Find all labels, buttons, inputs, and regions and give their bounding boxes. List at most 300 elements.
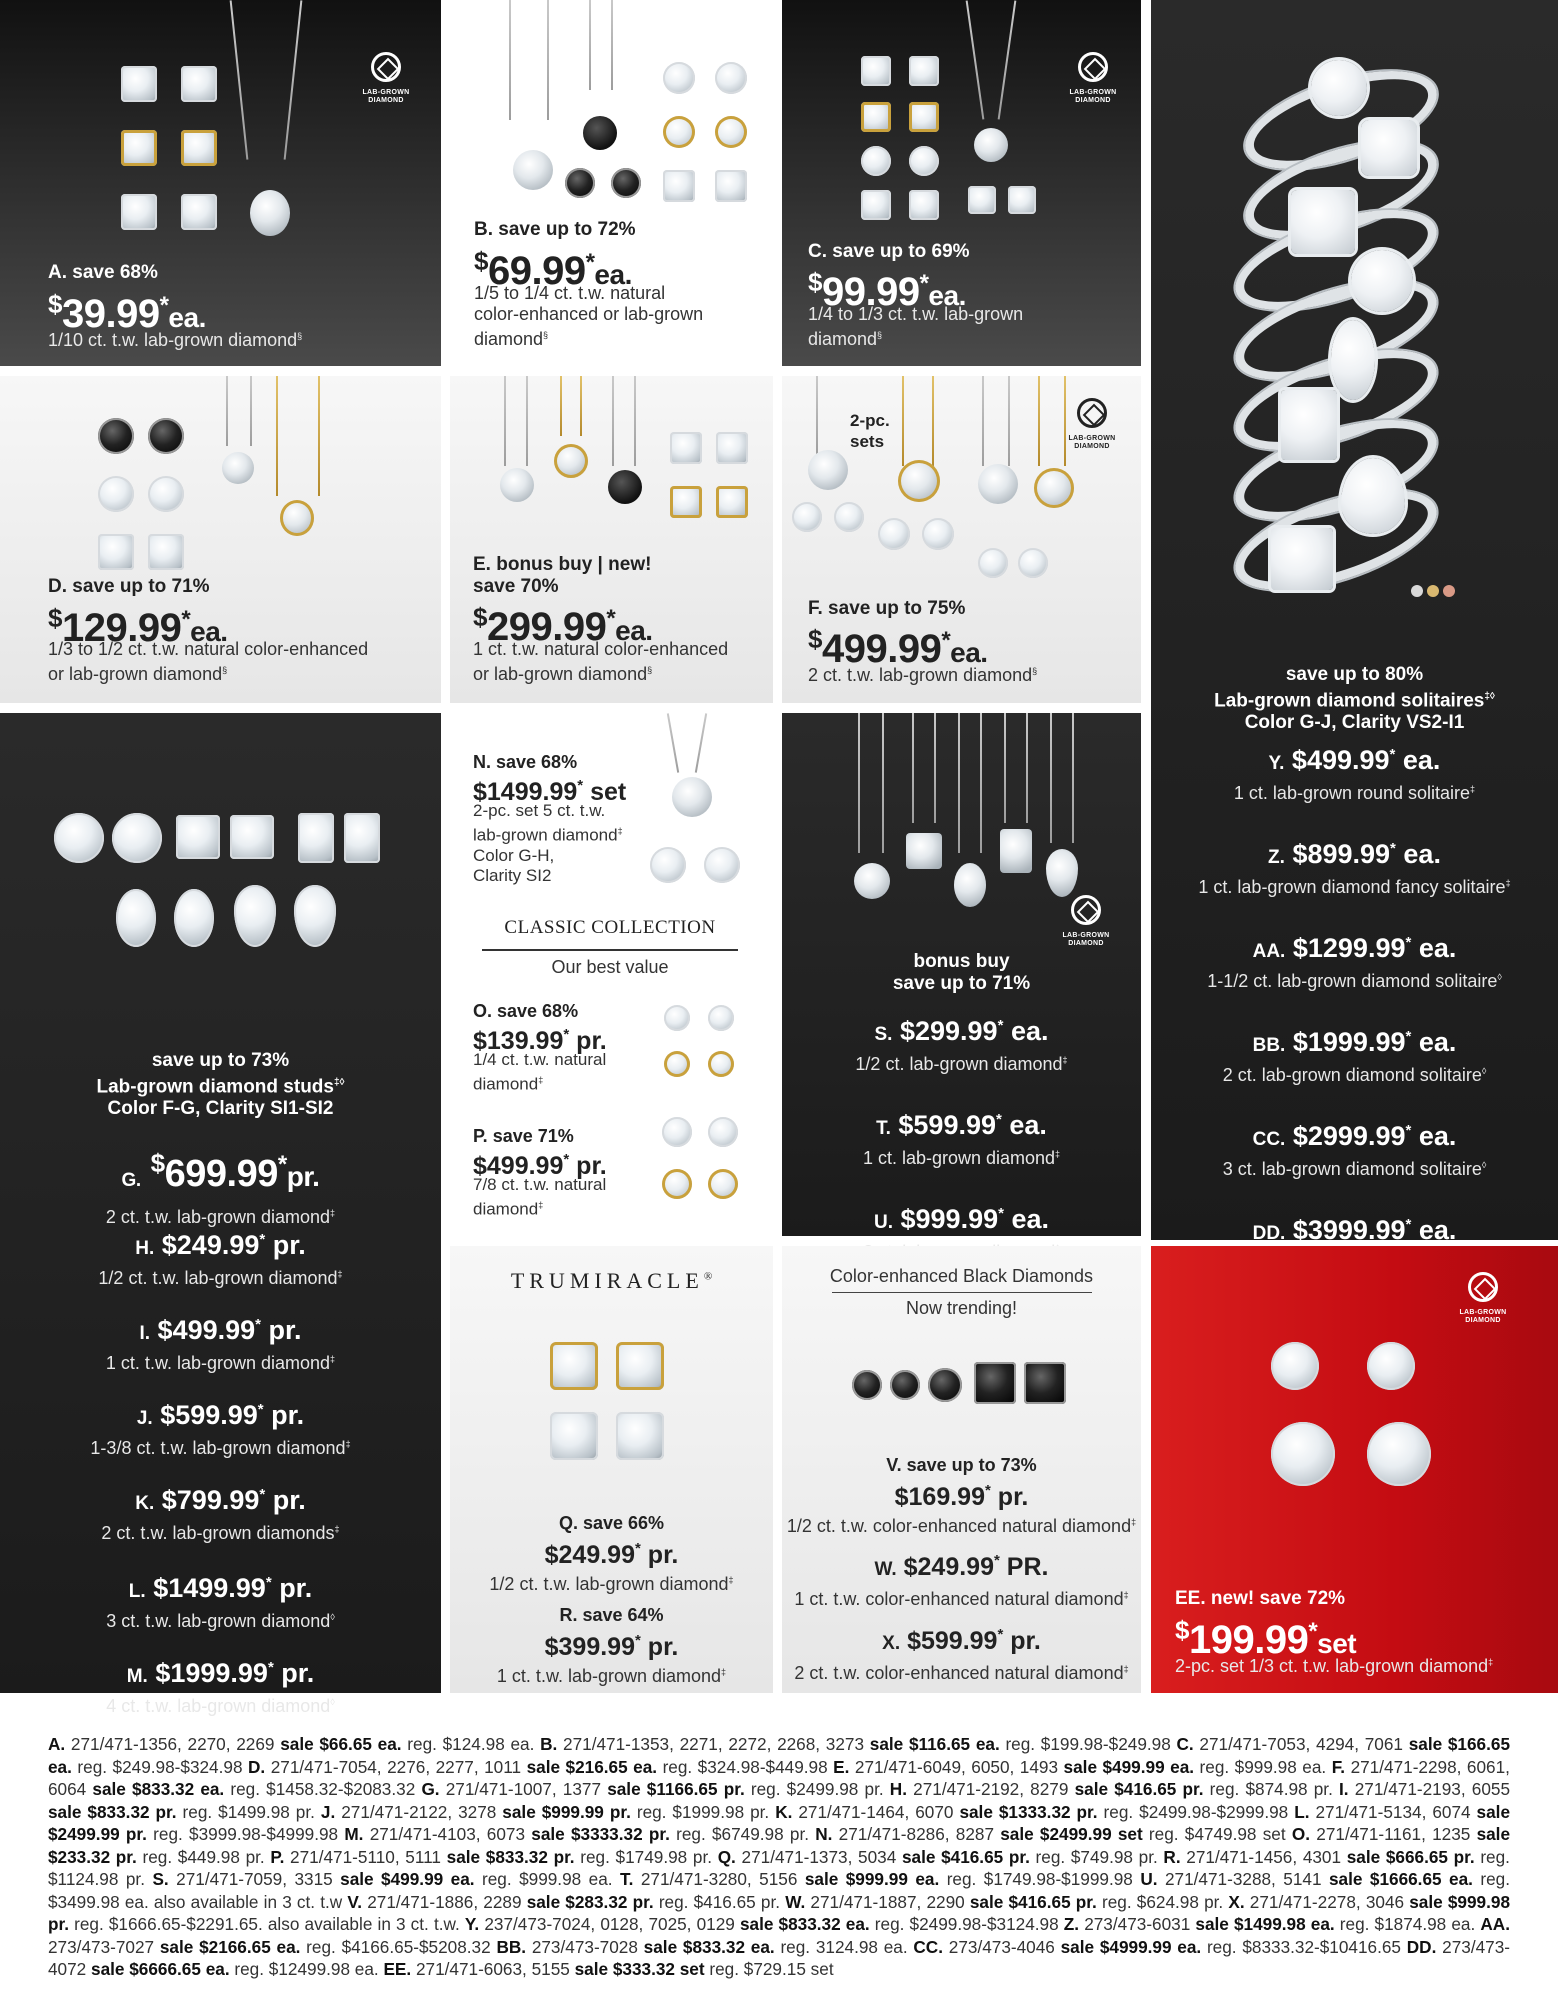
metal-color-swatches [1411,584,1459,602]
sku-sale-price: sale $2166.65 ea. [159,1936,301,1957]
stud-image [704,847,740,883]
sku-sale-price: sale $216.65 ea. [526,1756,658,1777]
sku-sale-price: sale $833.32 ea. [92,1779,225,1799]
item-price: S. $299.99* ea. [874,1016,1049,1046]
stud-image [1008,186,1036,214]
sku-id: X. [1228,1891,1250,1912]
offer-label: P. save 71% [473,1126,574,1146]
black-stud-image [565,168,595,198]
pendant-image [222,452,254,484]
sku-sale-price: sale $333.32 set [574,1959,705,1979]
offer-description: 1/4 ct. t.w. natural diamond‡ [473,1050,607,1094]
price-item [0,1310,441,1374]
sku-numbers: 271/471-7053, 4294, 7061 [1199,1734,1409,1754]
sku-id: H. [889,1779,914,1799]
sku-regular-price: reg. $729.15 set [704,1959,834,1979]
sku-numbers: 271/471-1161, 1235 [1316,1824,1477,1844]
offer-price: $39.99*ea. [48,289,206,336]
necklace-chain-image [1050,713,1052,843]
section-heading: save up to 80% Lab-grown diamond solitaires‡◊ Color G-J, Clarity VS2-I1 [1214,664,1495,734]
lab-grown-diamond-icon [1071,895,1101,925]
ring-stack-image [1231,40,1471,600]
necklace-chain-image [982,376,984,466]
sku-numbers: 271/471-2193, 6055 [1354,1779,1511,1799]
price-item [1151,1022,1558,1086]
silver-swatch [1411,585,1423,597]
stud-image [834,502,864,532]
necklace-chain-image [816,376,818,456]
sku-id: V. [347,1891,368,1912]
pendant-image [250,190,290,236]
price-item [1151,928,1558,992]
offer-description: 1 ct. t.w. natural color-enhanced or lab-grown diamond§ [473,639,729,684]
sku-sale-price: sale $166.65 ea. [48,1734,1511,1777]
necklace-chain-image [509,0,511,120]
sets-label: 2-pc. sets [850,411,890,451]
sku-sale-price: sale $1666.65 ea. [1328,1869,1473,1889]
necklace-chain-image [1008,376,1010,466]
sku-sale-price: sale $2499.99 set [1000,1824,1143,1844]
item-description: 4 ct. t.w. lab-grown diamond◊ [106,1696,335,1716]
item-price: AA. $1299.99* ea. [1252,933,1457,963]
sku-sale-price: sale $283.32 pr. [526,1891,654,1912]
necklace-chain-image [998,0,1017,119]
item-description: 3 ct. t.w. lab-grown diamond◊ [106,1611,335,1631]
sku-id: K. [775,1801,799,1822]
necklace-chain-image [547,0,549,120]
gold-chain-image [318,376,320,496]
offer-description: 1/3 to 1/2 ct. t.w. natural color-enhanced or lab-grown diamond§ [48,639,369,684]
item-price: H. $249.99* pr. [135,1230,306,1260]
pendant-image [280,500,314,536]
sku-numbers: 271/471-1464, 6070 [798,1801,960,1822]
sku-regular-price: reg. $249.98-$324.98 [71,1756,249,1777]
lab-grown-diamond-logo [358,52,414,105]
necklace-chain-image [612,376,614,466]
offer-price: $1499.99* set [473,777,627,806]
offer-description: 1/4 to 1/3 ct. t.w. lab-grown diamond§ [808,304,1024,349]
collection-title: Color-enhanced Black Diamonds [829,1266,1094,1286]
offer-price: $129.99*ea. [48,603,228,650]
item-description: 1/2 ct. lab-grown diamond‡ [855,1054,1068,1074]
earring-set-image [857,54,957,230]
offer-price: $99.99*ea. [808,267,966,314]
price-item [1151,740,1558,804]
necklace-chain-image [882,713,884,853]
price-item [0,1480,441,1544]
sku-regular-price: reg. $999.98 ea. [474,1869,620,1889]
panel-bonus[interactable] [782,713,1141,1236]
necklace-chain-image [1072,713,1074,843]
pendant-image [978,464,1018,504]
panel-trumiracle[interactable] [450,1246,773,1693]
sku-regular-price: reg. 3124.98 ea. [774,1936,914,1957]
necklace-chain-image [526,376,528,466]
panel-e[interactable] [450,376,773,703]
sku-numbers: 271/471-6063, 5155 [415,1959,575,1979]
necklace-chain-image [226,376,228,446]
earring-set-image [664,1005,754,1085]
lab-grown-diamond-icon [1077,398,1107,428]
sku-id: B. [540,1734,564,1754]
sku-sale-price: sale $833.32 pr. [48,1801,177,1822]
sku-sale-price: sale $1499.98 ea. [1195,1914,1335,1934]
item-description: 1-1/2 ct. lab-grown diamond solitaire◊ [1207,971,1502,991]
offer-price: $69.99*ea. [474,246,632,293]
section-heading: save up to 73% Lab-grown diamond studs‡◊ Color F-G, Clarity SI1-SI2 [96,1050,345,1120]
collection-subtitle: Now trending! [905,1298,1018,1318]
sku-numbers: 271/471-2278, 3046 [1249,1891,1410,1912]
lab-grown-diamond-icon [1468,1272,1498,1302]
sku-regular-price: reg. $3999.98-$4999.98 [146,1824,345,1844]
item-price: T. $599.99* ea. [876,1110,1047,1140]
collection-divider [482,949,738,951]
sku-id: Z. [1063,1914,1085,1934]
sku-id: Q. [717,1846,742,1867]
offer-v: V. save up to 73% $169.99* pr. 1/2 ct. t.w. color-enhanced natural diamond‡ [786,1455,1137,1536]
sku-id: AA. [1480,1914,1510,1934]
lab-grown-diamond-logo [1058,895,1114,948]
offer-description: 2-pc. set 1/3 ct. t.w. lab-grown diamond‡ [1175,1656,1494,1676]
sku-id: CC. [913,1936,949,1957]
pendant-image [974,128,1008,162]
sku-id: P. [270,1846,291,1867]
sku-regular-price: reg. $2499.98 pr. [744,1779,890,1799]
pendant-image [513,150,553,190]
necklace-chain-image [858,713,860,853]
panel-f[interactable] [782,376,1141,703]
panel-ee[interactable] [1151,1246,1558,1693]
sku-regular-price: reg. $1666.65-$2291.65. also available in 3 ct. t.w. [69,1914,465,1934]
sku-numbers: 271/471-2192, 8279 [913,1779,1075,1799]
black-pendant-image [608,470,642,504]
pendant-image [954,863,986,907]
panel-classic[interactable] [450,713,773,1236]
pendant-image [554,444,588,478]
price-item [0,1225,441,1289]
gold-chain-image [276,376,278,496]
collection-title: CLASSIC COLLECTION [504,917,716,938]
item-price: M. $1999.99* pr. [126,1658,315,1688]
sku-numbers: 271/471-1373, 5034 [741,1846,902,1867]
stud-image [978,548,1008,578]
offer-description: 2-pc. set 5 ct. t.w. lab-grown diamond‡ Color G-H, Clarity SI2 [473,801,623,885]
sku-numbers: 273/473-6031 [1084,1914,1196,1934]
item-price: DD. $3999.99* ea. [1252,1215,1457,1245]
sku-regular-price: reg. $4749.98 set [1142,1824,1292,1844]
stud-image [968,186,996,214]
offer-label: C. save up to 69% [808,241,970,262]
offer-label: EE. new! save 72% [1175,1588,1346,1609]
sku-sale-price: sale $416.65 pr. [901,1846,1030,1867]
offer-description: 1/5 to 1/4 ct. t.w. natural color-enhanced or lab-grown diamond§ [474,283,704,349]
sku-numbers: 271/471-3288, 5141 [1164,1869,1329,1889]
offer-w: W. $249.99* PR. 1 ct. t.w. color-enhanced natural diamond‡ [794,1552,1129,1609]
sku-numbers: 273/473-4046 [948,1936,1061,1957]
sku-sale-price: sale $999.99 ea. [804,1869,940,1889]
offer-x: X. $599.99* pr. 2 ct. t.w. color-enhanced natural diamond‡ [794,1626,1129,1683]
necklace-chain-image [1004,713,1006,823]
gold-chain-image [1064,376,1066,466]
offer-description: 2 ct. t.w. lab-grown diamond§ [808,665,1038,685]
sku-numbers: 271/471-5134, 6074 [1315,1801,1477,1822]
black-earring-set-image [852,1358,1072,1418]
offer-label: E. bonus buy | new! save 70% [473,554,652,597]
sku-sale-price: sale $6666.65 ea. [91,1959,230,1979]
black-pendant-image [583,116,617,150]
sku-regular-price: reg. $999.98 ea. [1194,1756,1332,1777]
panel-studs[interactable] [0,713,441,1716]
necklace-chain-image [611,0,613,90]
offer-label: N. save 68% [473,752,578,772]
gold-swatch [1427,585,1439,597]
sku-sale-price: sale $999.99 pr. [502,1801,631,1822]
offer-description: 7/8 ct. t.w. natural diamond‡ [473,1175,607,1219]
sku-sale-price: sale $3333.32 pr. [531,1824,670,1844]
sku-numbers: 271/471-2122, 3278 [341,1801,503,1822]
necklace-chain-image [966,0,985,119]
offer-price: $499.99* pr. [473,1151,607,1180]
sku-id: BB. [496,1936,532,1957]
price-item [1151,834,1558,898]
necklace-chain-image [667,713,679,772]
brand-logo: TRUMIRACLE® [510,1268,713,1293]
pendant-image [906,833,942,869]
sku-sale-price: sale $2499.99 pr. [48,1801,1510,1844]
sku-sale-price: sale $833.32 ea. [739,1914,870,1934]
sku-regular-price: reg. $1749.98 pr. [574,1846,718,1867]
offer-price: $499.99*ea. [808,624,988,671]
gold-chain-image [580,376,582,436]
sku-regular-price: reg. $1749.98-$1999.98 [939,1869,1141,1889]
sku-id: D. [248,1756,271,1777]
lab-grown-diamond-icon [371,52,401,82]
sku-regular-price: reg. $416.65 pr. [653,1891,786,1912]
sku-regular-price: reg. $2499.98-$2999.98 [1097,1801,1295,1822]
sku-id: R. [1163,1846,1187,1867]
sku-sale-price: sale $1166.65 pr. [607,1779,745,1799]
stud-image [650,847,686,883]
stud-image [792,502,822,532]
section-heading: bonus buy save up to 71% [892,951,1031,994]
offer-label: F. save up to 75% [808,598,966,619]
sku-regular-price: reg. $624.98 pr. [1096,1891,1229,1912]
sku-regular-price: reg. $1499.98 pr. [176,1801,321,1822]
necklace-chain-image [958,713,960,853]
offer-price: $299.99*ea. [473,602,653,649]
offer-r: R. save 64% $399.99* pr. 1 ct. t.w. lab-grown diamond‡ [496,1605,727,1686]
logo-text: LAB-GROWN DIAMOND [1459,1309,1507,1324]
item-description: 1/2 ct. t.w. lab-grown diamond‡ [98,1268,343,1288]
solitaire-list [1151,740,1558,1274]
sku-numbers: 271/471-1353, 2271, 2272, 2268, 3273 [563,1734,870,1754]
gold-chain-image [1038,376,1040,466]
item-description: 1 ct. t.w. lab-grown diamond‡ [105,1353,336,1373]
offer-price: $139.99* pr. [473,1026,607,1055]
sku-id: C. [1176,1734,1200,1754]
sku-sale-price: sale $833.32 pr. [446,1846,575,1867]
sku-numbers: 271/471-5110, 5111 [290,1846,447,1867]
offer-q: Q. save 66% $249.99* pr. 1/2 ct. t.w. lab-grown diamond‡ [489,1513,734,1594]
logo-text: LAB-GROWN DIAMOND [1069,89,1117,104]
price-item [0,1653,441,1717]
sku-sale-price: sale $999.98 pr. [48,1891,1511,1934]
sku-numbers: 271/471-6049, 6050, 1493 [854,1756,1064,1777]
panel-d[interactable] [0,376,441,703]
sku-numbers: 271/471-7054, 2276, 2277, 1011 [270,1756,527,1777]
sku-regular-price: reg. $12499.98 ea. [229,1959,384,1979]
pendant-image [808,450,848,490]
earring-set-image [659,58,759,208]
pendant-image [898,460,940,502]
stud-set-image [1271,1342,1461,1512]
panel-black-diamonds[interactable] [782,1246,1141,1693]
black-stud-image [611,168,641,198]
price-item [782,1105,1141,1169]
lab-grown-diamond-logo [1455,1272,1511,1325]
stud-collection-image [50,813,390,953]
sku-id: T. [620,1869,641,1889]
sku-id: W. [785,1891,811,1912]
item-description: 2 ct. t.w. lab-grown diamonds‡ [101,1523,340,1543]
stud-image [922,518,954,550]
sku-numbers: 271/471-1456, 4301 [1186,1846,1347,1867]
item-price: Y. $499.99* ea. [1268,745,1441,775]
panel-solitaires[interactable] [1151,0,1558,1245]
earring-set-image [96,418,196,578]
sku-sale-price: sale $66.65 ea. [280,1734,402,1754]
earring-set-image [115,60,235,240]
panel-b[interactable] [441,0,782,366]
sku-numbers: 271/471-1007, 1377 [445,1779,608,1799]
sku-regular-price: reg. $874.98 pr. [1203,1779,1340,1799]
item-description: 2 ct. lab-grown diamond solitaire◊ [1222,1065,1487,1085]
sku-id: J. [320,1801,342,1822]
pendant-image [1046,849,1078,897]
sku-sale-price: sale $499.99 ea. [1063,1756,1195,1777]
logo-text: LAB-GROWN DIAMOND [1068,435,1116,450]
sku-numbers: 271/471-1887, 2290 [810,1891,970,1912]
sku-fine-print [48,1733,1510,1981]
stud-list [0,1225,441,1717]
collection-subtitle: Our best value [551,957,669,977]
rose-swatch [1443,585,1455,597]
necklace-chain-image [250,376,252,446]
offer-label: B. save up to 72% [474,219,636,240]
panel-a[interactable] [0,0,441,366]
sku-numbers: 271/471-1356, 2270, 2269 [70,1734,281,1754]
earring-set-image [550,1342,680,1472]
offer-label: A. save 68% [48,262,158,283]
item-description: 1 ct. lab-grown diamond fancy solitaire‡ [1198,877,1511,897]
sku-id: U. [1140,1869,1165,1889]
necklace-chain-image [1026,713,1028,823]
necklace-chain-image [912,713,914,823]
sku-numbers: 273/473-7027 [48,1936,160,1957]
sku-regular-price: reg. $8333.32-$10416.65 [1201,1936,1407,1957]
lab-grown-diamond-logo [1064,398,1120,451]
item-price: L. $1499.99* pr. [128,1573,313,1603]
sku-regular-price: reg. $2499.98-$3124.98 [869,1914,1064,1934]
stud-image [1018,548,1048,578]
sku-regular-price: reg. $199.98-$249.98 [999,1734,1177,1754]
item-price: I. $499.99* pr. [139,1315,302,1345]
sku-numbers: 237/473-7024, 0128, 7025, 0129 [484,1914,740,1934]
necklace-chain-image [284,0,303,159]
price-item [0,1395,441,1459]
necklace-chain-image [695,713,707,772]
sku-id: N. [815,1824,839,1844]
item-description: 3 ct. lab-grown diamond solitaire◊ [1222,1159,1487,1179]
sku-numbers: 273/473-4072 [48,1936,1510,1979]
sku-sale-price: sale $416.65 pr. [1074,1779,1204,1799]
sku-id: F. [1331,1756,1351,1777]
lab-grown-diamond-icon [1078,52,1108,82]
sku-regular-price: reg. $124.98 ea. [401,1734,541,1754]
sku-sale-price: sale $416.65 pr. [969,1891,1097,1912]
earring-set-image [662,1117,752,1207]
sku-regular-price: reg. $4166.65-$5208.32 [300,1936,497,1957]
sku-sale-price: sale $4999.99 ea. [1060,1936,1202,1957]
sku-sale-price: sale $499.99 ea. [340,1869,475,1889]
sku-sale-price: sale $233.32 pr. [48,1824,1511,1867]
offer-label: O. save 68% [473,1001,579,1021]
item-description: 1-3/8 ct. t.w. lab-grown diamond‡ [90,1438,351,1458]
sku-sale-price: sale $666.65 pr. [1346,1846,1475,1867]
sku-regular-price: reg. $1874.98 ea. [1334,1914,1481,1934]
item-price: Z. $899.99* ea. [1268,839,1441,869]
earring-set-image [670,432,760,532]
sku-id: O. [1291,1824,1317,1844]
sku-id: I. [1339,1779,1355,1799]
sku-sale-price: sale $1333.32 pr. [959,1801,1098,1822]
pendant-image [854,863,890,899]
sku-id: EE. [383,1959,416,1979]
lab-grown-diamond-logo [1065,52,1121,105]
offer-label: D. save up to 71% [48,576,210,597]
item-description: 1 ct. lab-grown diamond‡ [862,1148,1061,1168]
necklace-chain-image [504,376,506,466]
sku-regular-price: reg. $3499.98 ea. also available in 3 ct. t.w [48,1869,1511,1912]
logo-text: LAB-GROWN DIAMOND [362,89,410,104]
gold-chain-image [560,376,562,436]
pendant-image [1034,468,1074,508]
necklace-chain-image [634,376,636,466]
item-price: K. $799.99* pr. [135,1485,306,1515]
panel-c[interactable] [782,0,1141,366]
sku-sale-price: sale $833.32 ea. [643,1936,775,1957]
offer-description: 1/10 ct. t.w. lab-grown diamond§ [48,330,303,350]
sku-id: L. [1294,1801,1316,1822]
sku-id: M. [344,1824,370,1844]
sku-id: DD. [1406,1936,1443,1957]
sku-id: G. [421,1779,446,1799]
price-item [1151,1116,1558,1180]
sku-numbers: 271/471-8286, 8287 [838,1824,1001,1844]
gold-chain-image [902,376,904,466]
featured-price: G. $699.99*pr. 2 ct. t.w. lab-grown diamond‡ [105,1148,336,1227]
sku-regular-price: reg. $749.98 pr. [1029,1846,1164,1867]
offer-price: $199.99*set [1175,1615,1357,1662]
item-price: J. $599.99* pr. [136,1400,305,1430]
necklace-chain-image [980,713,982,853]
bonus-list [782,1011,1141,1263]
price-item [782,1011,1141,1075]
sku-numbers: 271/471-1886, 2289 [367,1891,527,1912]
sku-numbers: 271/471-7059, 3315 [176,1869,341,1889]
pendant-image [1000,829,1032,873]
necklace-chain-image [934,713,936,823]
